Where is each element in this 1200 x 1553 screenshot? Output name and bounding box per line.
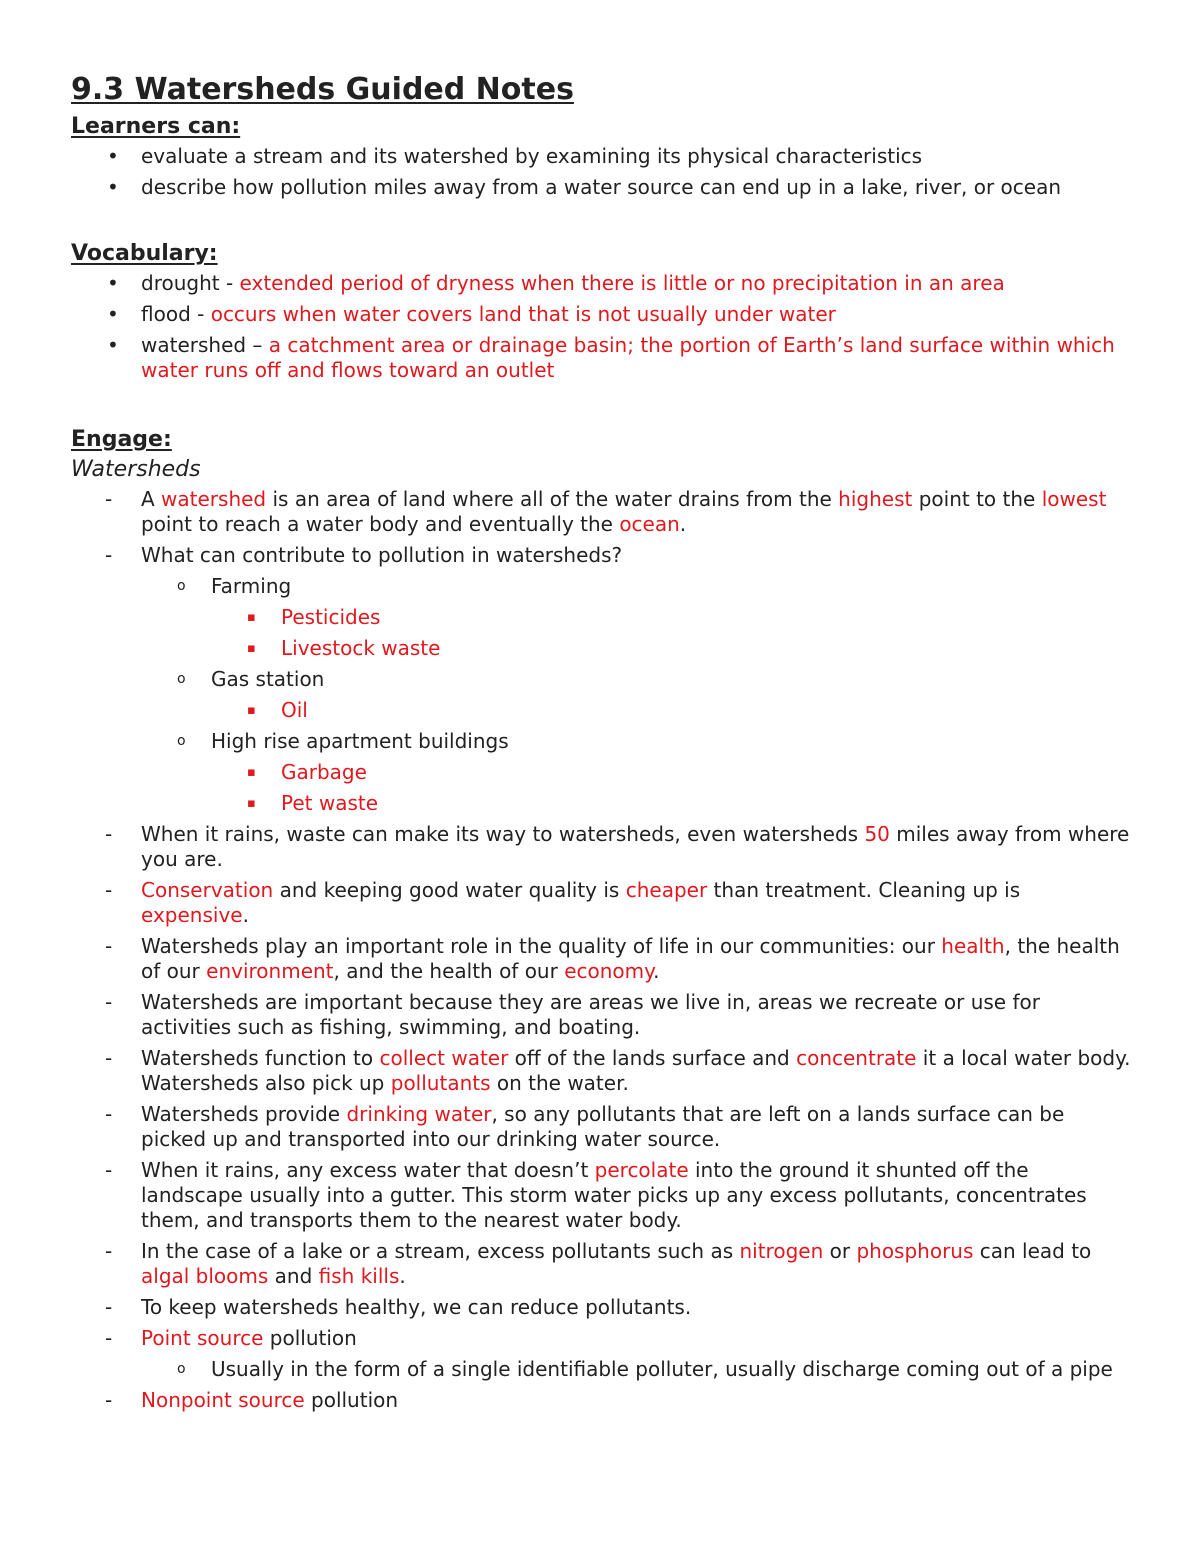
vocab-item-watershed: • watershed – a catchment area or drainage basin; the portion of Earth’s land surface within which water runs off and flows toward an outlet xyxy=(107,333,1115,382)
vocabulary-heading: Vocabulary: xyxy=(71,241,218,266)
sublist-item: ▪ Oil xyxy=(247,698,308,722)
vocab-term: watershed xyxy=(141,333,247,357)
vocab-term: drought xyxy=(141,271,220,295)
list-item: - Conservation and keeping good water quality is cheaper than treatment. Cleaning up is expensive. xyxy=(105,878,1021,927)
list-item: - Watersheds provide drinking water, so any pollutants that are left on a lands surface can be picked up and transported into our drinking water source. xyxy=(105,1102,1065,1151)
learners-heading: Learners can: xyxy=(71,114,241,139)
list-item-point-source: - Point source pollution xyxy=(105,1326,357,1350)
list-item: - What can contribute to pollution in watersheds? xyxy=(105,543,623,567)
vocab-definition: a catchment area or drainage basin; the portion of Earth’s land surface within which water runs off and flows toward an outlet xyxy=(141,333,1115,382)
engage-heading: Engage: xyxy=(71,427,172,452)
list-item: - Watersheds function to collect water off of the lands surface and concentrate it a local water body. Watersheds also pick up pollutants on the water. xyxy=(105,1046,1131,1095)
sublist-item: ▪ Livestock waste xyxy=(247,636,441,660)
list-item: - In the case of a lake or a stream, excess pollutants such as nitrogen or phosphorus can lead to algal blooms and fish kills. xyxy=(105,1239,1092,1288)
list-item: - When it rains, waste can make its way to watersheds, even watersheds 50 miles away from where you are. xyxy=(105,822,1130,871)
sublist-item-gas-station: o Gas station xyxy=(177,667,325,691)
list-item: - To keep watersheds healthy, we can reduce pollutants. xyxy=(105,1295,692,1319)
vocab-term: flood xyxy=(141,302,191,326)
learners-section xyxy=(71,112,1131,200)
list-item: - When it rains, any excess water that doesn’t percolate into the ground it shunted off the landscape usually into a gutter. This storm water picks up any excess pollutants, concentrates them, and transports them to the nearest water body. xyxy=(105,1158,1087,1232)
engage-subheading: Watersheds xyxy=(71,457,201,482)
list-item: - A watershed is an area of land where all of the water drains from the highest point to the lowest point to reach a water body and eventually the ocean. xyxy=(105,487,1107,536)
engage-list xyxy=(71,487,1131,1413)
sublist-item: ▪ Pet waste xyxy=(247,791,379,815)
learners-list xyxy=(71,144,1131,200)
vocab-definition: extended period of dryness when there is little or no precipitation in an area xyxy=(239,271,1005,295)
list-item: - Watersheds play an important role in the quality of life in our communities: our health, the health of our environment, and the health of our economy. xyxy=(105,934,1120,983)
vocabulary-list xyxy=(71,271,1131,383)
vocab-definition: occurs when water covers land that is not usually under water xyxy=(210,302,836,326)
sublist-item: ▪ Garbage xyxy=(247,760,367,784)
list-item: • evaluate a stream and its watershed by examining its physical characteristics xyxy=(107,144,923,168)
engage-section xyxy=(71,425,1131,1413)
sublist-item-farming: o Farming xyxy=(177,574,292,598)
vocabulary-section xyxy=(71,239,1131,383)
document-page xyxy=(71,68,1131,1413)
list-item: • describe how pollution miles away from a water source can end up in a lake, river, or ocean xyxy=(107,175,1062,199)
list-item: - Watersheds are important because they are areas we live in, areas we recreate or use for activities such as fishing, swimming, and boating. xyxy=(105,990,1040,1039)
sublist-item: o Usually in the form of a single identifiable polluter, usually discharge coming out of a pipe xyxy=(177,1357,1113,1381)
list-item-nonpoint-source: - Nonpoint source pollution xyxy=(105,1388,399,1412)
sublist-item-high-rise: o High rise apartment buildings xyxy=(177,729,509,753)
sublist-item: ▪ Pesticides xyxy=(247,605,381,629)
page-title: 9.3 Watersheds Guided Notes xyxy=(71,72,574,107)
vocab-item-drought: • drought - extended period of dryness when there is little or no precipitation in an area xyxy=(107,271,1005,295)
vocab-item-flood: • flood - occurs when water covers land that is not usually under water xyxy=(107,302,836,326)
